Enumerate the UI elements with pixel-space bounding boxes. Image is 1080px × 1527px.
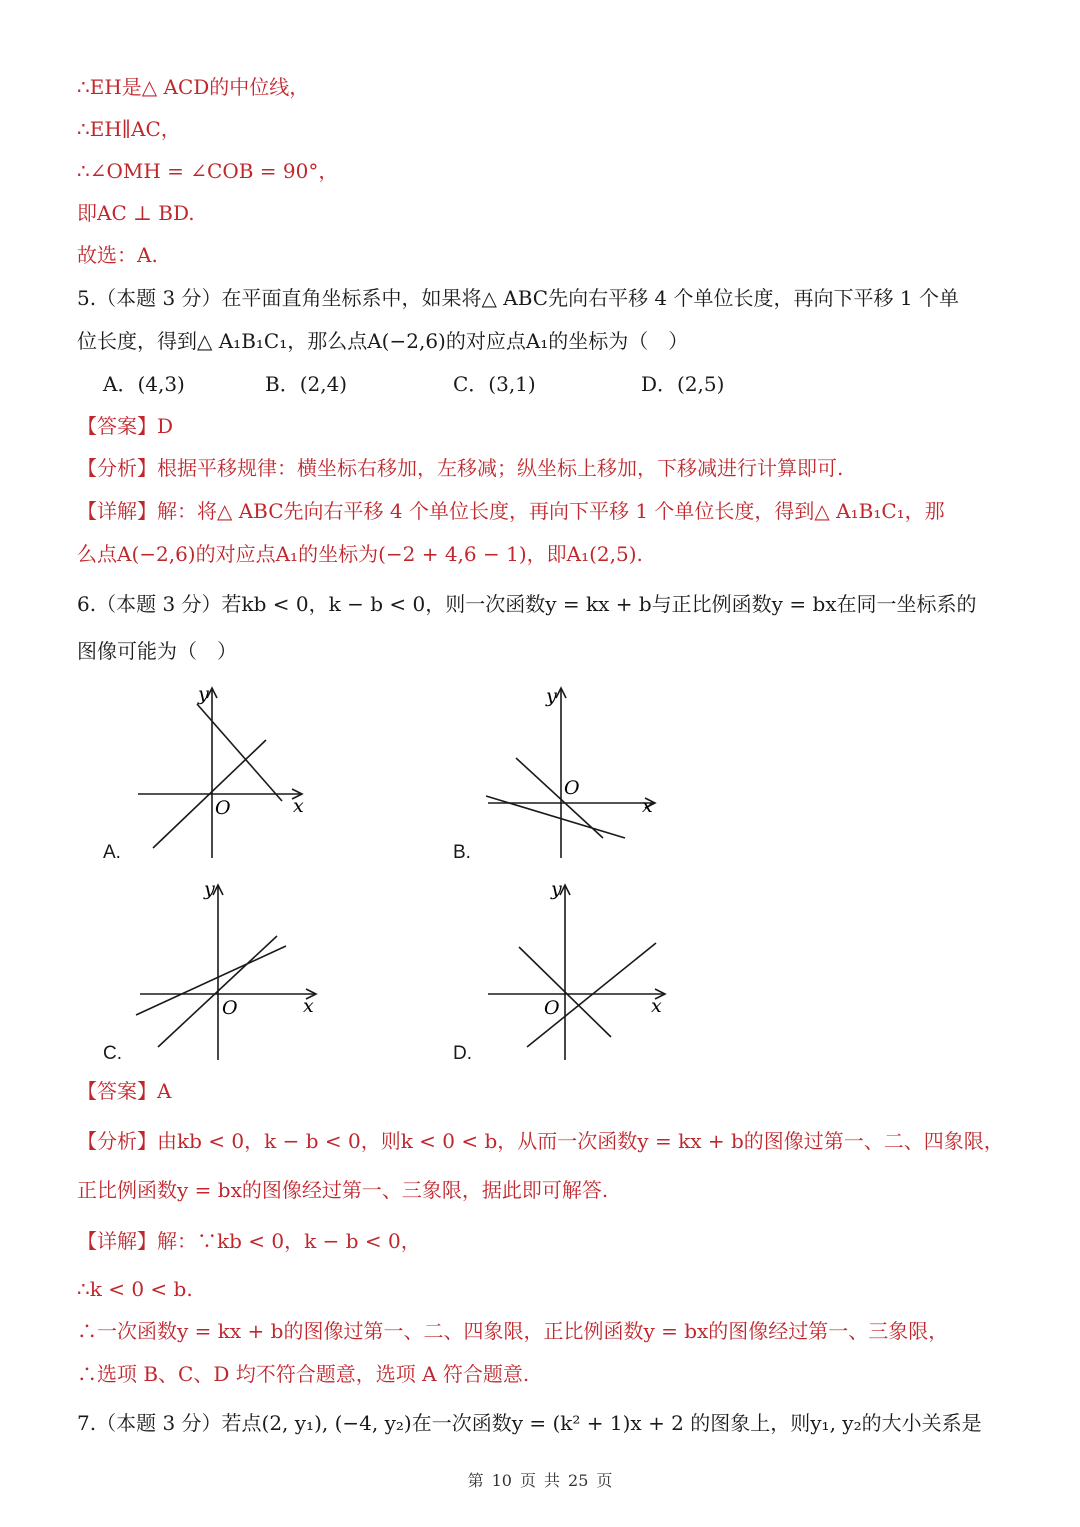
figure-c-y-label: y [204, 878, 215, 900]
footer-suffix: 页 [596, 1471, 613, 1490]
q6-detail-line-3: ∴一次函数y = kx + b的图像过第一、二、四象限，正比例函数y = bx的图像经过第一、三象限， [77, 1319, 949, 1343]
footer-prefix: 第 [467, 1471, 484, 1490]
figure-a-graph [130, 680, 330, 865]
q7-stem-line-1: 7.（本题 3 分）若点(2, y₁), (−4, y₂)在一次函数y = (k² + 1)x + 2 的图象上，则y₁, y₂的大小关系是 [77, 1411, 982, 1435]
figure-d-origin-label: O [544, 997, 560, 1019]
figure-b-graph [480, 680, 680, 865]
q6-analysis-line-1: 【分析】由kb < 0，k − b < 0，则k < 0 < b，从而一次函数y = kx + b的图像过第一、二、四象限， [77, 1129, 1004, 1153]
figure-a-line-decreasing [197, 704, 282, 801]
figure-d-line-increasing [527, 943, 656, 1047]
figure-b-x-label: x [642, 795, 653, 817]
q6-stem-line-1: 6.（本题 3 分）若kb < 0，k − b < 0，则一次函数y = kx + b与正比例函数y = bx在同一坐标系的 [77, 592, 977, 616]
q5-option-b: B．(2,4) [265, 372, 348, 396]
figure-b-origin-label: O [564, 777, 580, 799]
q5-stem-line-2: 位长度，得到△ A₁B₁C₁，那么点A(−2,6)的对应点A₁的坐标为（ ） [77, 329, 689, 353]
prev-solution-line-2: ∴EH∥AC， [77, 117, 181, 141]
figure-a-y-label: y [198, 683, 209, 705]
q6-analysis-line-2: 正比例函数y = bx的图像经过第一、三象限，据此即可解答. [77, 1178, 609, 1202]
page-footer [0, 1468, 1080, 1491]
q5-detail-line-1: 【详解】解：将△ ABC先向右平移 4 个单位长度，再向下平移 1 个单位长度，得到△ A₁B₁C₁，那 [77, 499, 945, 523]
q5-stem-line-1: 5.（本题 3 分）在平面直角坐标系中，如果将△ ABC先向右平移 4 个单位长度，再向下平移 1 个单 [77, 286, 959, 310]
q6-answer: 【答案】A [77, 1079, 172, 1103]
footer-page-word: 页 [519, 1471, 536, 1490]
footer-page-number: 10 [491, 1471, 512, 1490]
q5-option-d: D．(2,5) [641, 372, 725, 396]
figure-d-x-label: x [651, 995, 662, 1017]
q6-detail-line-4: ∴选项 B、C、D 均不符合题意，选项 A 符合题意. [77, 1362, 530, 1386]
figure-a-origin-label: O [215, 797, 231, 819]
q5-detail-line-2: 么点A(−2,6)的对应点A₁的坐标为(−2 + 4,6 − 1)，即A₁(2,5). [77, 542, 643, 566]
figure-d-graph [480, 875, 680, 1065]
q5-option-c: C．(3,1) [453, 372, 536, 396]
figure-d-y-label: y [551, 878, 562, 900]
figure-c-origin-label: O [222, 997, 238, 1019]
figure-d-label: D. [453, 1043, 472, 1064]
q6-stem-line-2: 图像可能为（ ） [77, 639, 237, 663]
figure-a-x-label: x [293, 795, 304, 817]
figure-c-graph [130, 875, 330, 1065]
q5-analysis: 【分析】根据平移规律：横坐标右移加，左移减；纵坐标上移加，下移减进行计算即可. [77, 456, 844, 480]
figure-c-label: C. [103, 1043, 122, 1064]
q6-detail-line-1: 【详解】解：∵kb < 0，k − b < 0， [77, 1229, 421, 1253]
q6-detail-line-2: ∴k < 0 < b. [77, 1277, 193, 1301]
footer-total-word: 共 [544, 1471, 561, 1490]
figure-c-x-label: x [303, 995, 314, 1017]
q5-answer: 【答案】D [77, 414, 174, 438]
prev-solution-line-3: ∴∠OMH = ∠COB = 90°， [77, 159, 339, 183]
figure-b-y-label: y [546, 685, 557, 707]
figure-a-label: A. [103, 842, 121, 863]
prev-solution-line-5: 故选：A. [77, 243, 158, 267]
q5-option-a: A．(4,3) [103, 372, 185, 396]
figure-b-label: B. [453, 842, 471, 863]
prev-solution-line-1: ∴EH是△ ACD的中位线， [77, 75, 310, 99]
prev-solution-line-4: 即AC ⊥ BD. [77, 201, 195, 225]
figure-b-line-steep [516, 758, 603, 838]
figure-c-line-shallow [136, 946, 286, 1015]
footer-total-pages: 25 [568, 1471, 589, 1490]
